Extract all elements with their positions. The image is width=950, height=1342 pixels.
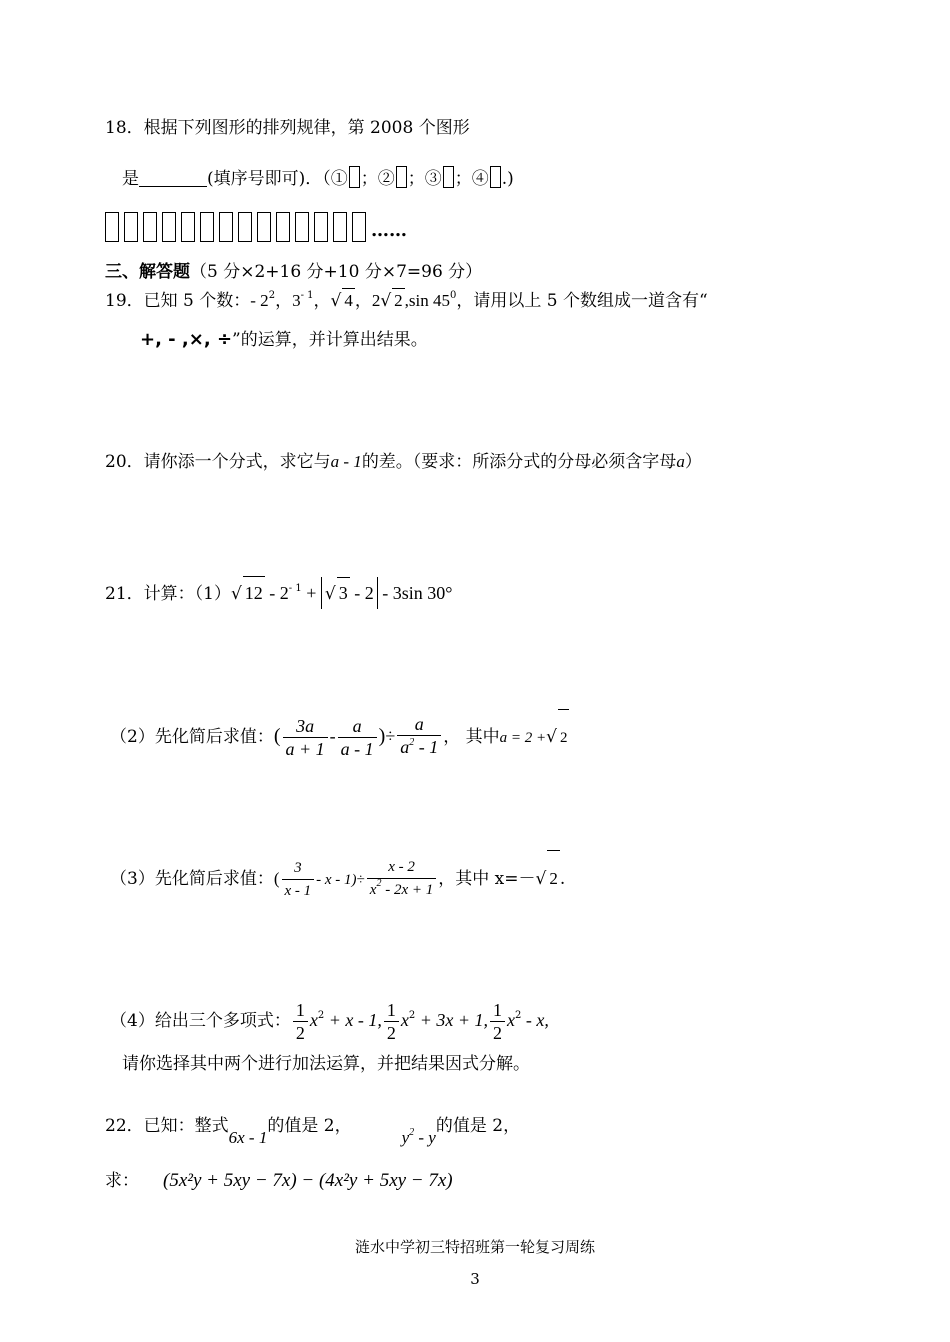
q21-p2-fraction-2 [338, 715, 377, 760]
fraction-denominator: 2 [490, 1021, 505, 1044]
fraction-denominator: a + 1 [283, 737, 328, 760]
q18-answer-suffix: (填序号即可)．（ [207, 169, 331, 189]
q18-option-4: ；④ [454, 169, 489, 189]
q22-target-expression: (5x²y + 5xy − 7x) − (4x²y + 5xy − 7x) [163, 1170, 453, 1191]
half-fraction [293, 999, 308, 1044]
q18-pattern-figure [181, 212, 195, 242]
footer-school [0, 1236, 950, 1257]
q21-p2-value-radicand: 2 [558, 709, 570, 766]
q21-p4-poly-3-tail: - x, [521, 1010, 549, 1030]
q19-sep: ， [313, 291, 331, 311]
q18-option-3: ；③ [407, 169, 442, 189]
q21-p4-poly-2-tail: + 3x + 1, [415, 1010, 489, 1030]
fraction-numerator: x - 2 [388, 859, 415, 875]
q20-line [105, 450, 702, 474]
q18-pattern-figure [124, 212, 138, 242]
q18-option-2: ；② [360, 169, 395, 189]
q21-p1-radicand-1: 12 [243, 576, 265, 609]
half-fraction [490, 999, 505, 1044]
q21-p4-label: （4）给出三个多项式： [110, 1011, 291, 1031]
q21-p2-where: ， 其中 [443, 727, 500, 747]
q22-lead: 22．已知：整式 [105, 1116, 229, 1136]
q18-pattern-figure [162, 212, 176, 242]
q19-number-4-coef: 2 [371, 291, 381, 310]
denominator-tail: - 1 [414, 737, 439, 757]
denominator-base: a [400, 737, 410, 757]
q18-pattern-figure [314, 212, 328, 242]
q21-p3-value-radicand: 2 [547, 850, 560, 907]
q18-stem-text: 18．根据下列图形的排列规律，第 2008 个图形 [105, 118, 470, 138]
q21-p1-tail: - 3sin 30° [377, 583, 453, 603]
q21-part4-line2 [122, 1052, 530, 1076]
q21-p3-where: ，其中 x=－ [438, 869, 536, 889]
q19-number-1: - 2 [250, 291, 269, 310]
q18-answer-line [122, 166, 514, 191]
open-paren: ( [273, 869, 280, 888]
q19-sep: ， [354, 291, 372, 311]
q18-answer-blank[interactable] [139, 168, 207, 187]
q21-p2-label: （2）先化简后求值： [110, 727, 274, 747]
q19-number-5-exp: 0 [450, 290, 457, 301]
fraction-numerator: 1 [295, 1000, 305, 1020]
variable-x: x [507, 1010, 516, 1030]
q19-number-4-radicand: 2 [392, 288, 405, 313]
fraction-denominator [367, 878, 436, 903]
q21-p3-label: （3）先化简后求值： [110, 869, 274, 889]
radical-sign: √ [546, 727, 557, 747]
fraction-denominator: 2 [293, 1021, 308, 1044]
radical-sign: √ [230, 584, 242, 604]
q18-option-3-figure [443, 166, 454, 188]
q19-line2-text: ”的运算，并计算出结果。 [232, 330, 428, 350]
q21-p3-fraction-1 [282, 857, 315, 902]
fraction-denominator: 2 [384, 1021, 399, 1044]
q18-close: .) [501, 169, 514, 189]
q22-expression-1: 6x - 1 [228, 1128, 268, 1147]
q18-pattern-figure [200, 212, 214, 242]
q22-ask: 求： [105, 1171, 139, 1191]
q18-pattern-figure [105, 212, 119, 242]
divide-sign: ÷ [356, 872, 365, 888]
q19-line1 [105, 288, 708, 316]
variable-x: x [400, 1010, 409, 1030]
q20-expression: a - 1 [330, 452, 362, 471]
page-number [0, 1270, 950, 1288]
q22-middle: 的值是 2， [267, 1116, 352, 1136]
fraction-denominator: a - 1 [338, 737, 377, 760]
q22-tail: 的值是 2， [435, 1116, 521, 1136]
q19-line2 [140, 328, 428, 352]
square-exp: 2 [408, 1010, 416, 1021]
q18-option-2-figure [396, 166, 407, 188]
half-fraction [384, 999, 399, 1044]
q18-pattern-figure [295, 212, 309, 242]
fraction-numerator: a [414, 714, 424, 734]
q19-number-2-exp: - 1 [300, 290, 314, 301]
section3-title: 三、解答题 [105, 262, 190, 282]
q21-p3-fraction-2 [367, 856, 436, 903]
q18-pattern-figure [219, 212, 233, 242]
q21-p1-term: - 2 [264, 583, 289, 603]
q22-line1 [105, 1108, 520, 1147]
square-exp: 2 [317, 1010, 325, 1021]
fraction-numerator: 3 [294, 860, 302, 876]
denominator-exp: 2 [376, 878, 382, 889]
q21-p1-exp: - 1 [288, 583, 302, 594]
q21-p2-fraction-3 [397, 713, 441, 762]
q18-figure-sequence [105, 212, 407, 247]
fraction-numerator: 1 [386, 1000, 396, 1020]
radical-sign: √ [380, 291, 392, 311]
q21-part4 [110, 992, 549, 1052]
q18-answer-prefix: 是 [122, 169, 139, 189]
q21-part1 [105, 576, 452, 613]
q18-option-4-figure [490, 166, 501, 188]
divide-sign: ÷ [385, 726, 396, 746]
variable-x: x [309, 1010, 318, 1030]
q18-pattern-ellipsis: …… [371, 220, 407, 241]
q19-number-1-exp: 2 [268, 290, 276, 301]
footer-school-text: 涟水中学初三特招班第一轮复习周练 [354, 1238, 595, 1256]
denominator-base: x [369, 882, 377, 898]
q19-lead: 19．已知 5 个数： [105, 291, 251, 311]
q18-pattern-figure [257, 212, 271, 242]
q19-tail: ，请用以上 5 个数组成一道含有“ [456, 291, 708, 311]
q21-part3 [110, 850, 565, 908]
fraction-numerator: 1 [493, 1000, 503, 1020]
q18-option-1: ① [330, 169, 348, 189]
fraction-numerator: a [352, 716, 362, 736]
radical-sign: √ [535, 869, 547, 889]
q21-p1-absolute-value [321, 577, 378, 609]
radical-sign: √ [324, 584, 336, 604]
q18-pattern-figure [352, 212, 366, 242]
q22-expression-2-tail: - y [414, 1128, 436, 1147]
q21-p3-end: . [559, 869, 566, 889]
minus-sign: - [329, 726, 336, 746]
q21-lead: 21．计算：（1） [105, 584, 231, 604]
q21-p3-middle: - x - 1) [316, 872, 357, 888]
q22-expression-2 [402, 1128, 436, 1147]
denominator-exp: 2 [409, 737, 415, 748]
denominator-tail: - 2x + 1 [381, 882, 434, 898]
q18-pattern-figure [333, 212, 347, 242]
radical-sign: √ [330, 291, 342, 311]
q18-pattern-figure [276, 212, 290, 242]
fraction-denominator [397, 735, 441, 762]
q21-p1-radicand-2: 3 [337, 577, 350, 608]
section3-header [105, 260, 482, 284]
q21-part2 [110, 708, 569, 766]
q19-number-5: ,sin 45 [404, 291, 451, 310]
q20-tail: 的差。（要求：所添分式的分母必须含字母 [361, 452, 677, 472]
open-paren: ( [273, 725, 281, 747]
q21-p2-fraction-1 [283, 715, 328, 760]
q18-option-1-figure [349, 166, 360, 188]
q21-p4-poly-1-tail: + x - 1, [324, 1010, 382, 1030]
q18-pattern-figure [143, 212, 157, 242]
square-exp: 2 [409, 1127, 415, 1138]
q18-figure-boxes [105, 221, 371, 241]
q22-line2 [105, 1166, 453, 1196]
variable-y: y [401, 1128, 410, 1147]
q19-number-3: 4 [342, 288, 355, 313]
q21-p1-plus: + [301, 583, 321, 603]
q20-lead: 20．请你添一个分式，求它与 [105, 452, 331, 472]
square-exp: 2 [515, 1010, 522, 1021]
q21-p2-value: a = 2 + [499, 730, 547, 746]
q19-sep: ， [275, 291, 293, 311]
q20-close: ） [684, 452, 702, 472]
q19-operators: +, - ,×, ÷ [140, 329, 233, 350]
close-paren: ) [378, 725, 386, 747]
q20-variable: a [676, 452, 685, 471]
section3-scoring: （5 分×2+16 分+10 分×7=96 分） [190, 262, 483, 282]
q21-p1-abs-tail: - 2 [349, 583, 374, 603]
fraction-numerator: 3a [296, 716, 315, 736]
fraction-denominator: x - 1 [282, 879, 315, 902]
q21-p4-instruction: 请你选择其中两个进行加法运算，并把结果因式分解。 [122, 1054, 530, 1074]
q19-number-2: 3 [292, 291, 301, 310]
q18-pattern-figure [238, 212, 252, 242]
page-number-text: 3 [470, 1270, 480, 1288]
q18-stem [105, 116, 470, 140]
